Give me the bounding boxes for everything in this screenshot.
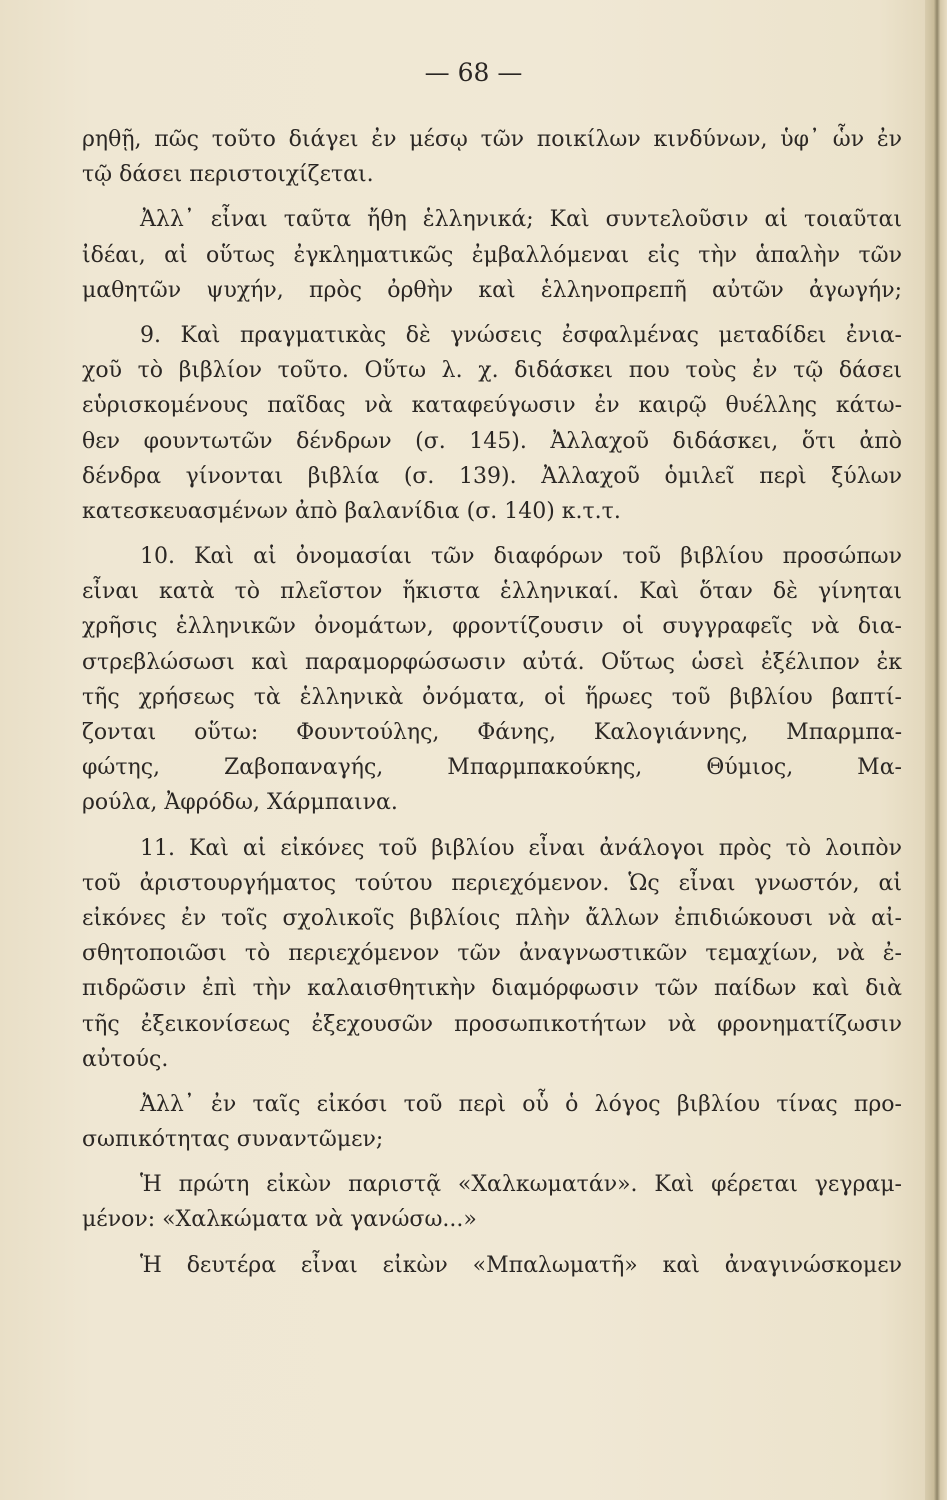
paragraph-gap bbox=[82, 529, 902, 539]
paragraph-gap bbox=[82, 192, 902, 202]
text-line: αὐτούς. bbox=[82, 1046, 169, 1072]
text-line: εἶναι κατὰ τὸ πλεῖστον ἥκιστα ἑλληνικαί. Καὶ ὅταν δὲ γίνηται bbox=[82, 579, 902, 605]
text-line: χοῦ τὸ βιβλίον τοῦτο. Οὕτω λ. χ. διδάσκει που τοὺς ἐν τῷ δάσει bbox=[82, 358, 902, 384]
text-line: μαθητῶν ψυχήν, πρὸς ὀρθὴν καὶ ἑλληνοπρεπῆ αὐτῶν ἀγωγήν; bbox=[82, 277, 902, 303]
text-line: Ἀλλ᾽ εἶναι ταῦτα ἤθη ἑλληνικά; Καὶ συντελοῦσιν αἱ τοιαῦται bbox=[140, 207, 902, 233]
text-line: 9. Καὶ πραγματικὰς δὲ γνώσεις ἐσφαλμένας μεταδίδει ἐνια- bbox=[140, 322, 902, 348]
text-line: ρούλα, Ἀφρόδω, Χάρμπαινα. bbox=[82, 790, 398, 816]
text-line: κατεσκευασμένων ἀπὸ βαλανίδια (σ. 140) κ.τ.τ. bbox=[82, 498, 621, 524]
page-edge bbox=[925, 0, 947, 1500]
text-line: ρηθῇ, πῶς τοῦτο διάγει ἐν μέσῳ τῶν ποικίλων κινδύνων, ὑφ᾽ ὧν ἐν bbox=[82, 127, 902, 152]
text-line: μένον: «Χαλκώματα νὰ γανώσω...» bbox=[82, 1207, 477, 1233]
text-line: εἰκόνες ἐν τοῖς σχολικοῖς βιβλίοις πλὴν ἄλλων ἐπιδιώκουσι νὰ αἰ- bbox=[82, 905, 902, 931]
paragraph-gap bbox=[82, 1238, 902, 1248]
text-line: σθητοποιῶσι τὸ περιεχόμενον τῶν ἀναγνωστικῶν τεμαχίων, νὰ ἐ- bbox=[82, 941, 902, 967]
text-line: σωπικότητας συναντῶμεν; bbox=[82, 1127, 384, 1153]
body-text bbox=[82, 122, 902, 1283]
text-line: τοῦ ἀριστουργήματος τούτου περιεχόμενον. Ὡς εἶναι γνωστόν, αἱ bbox=[82, 870, 902, 896]
text-line: δένδρα γίνονται βιβλία (σ. 139). Ἀλλαχοῦ ὁμιλεῖ περὶ ξύλων bbox=[82, 463, 902, 489]
text-line: φώτης, Ζαβοπαναγής, Μπαρμπακούκης, Θύμιος, Μα- bbox=[82, 755, 902, 781]
text-line: τῷ δάσει περιστοιχίζεται. bbox=[82, 162, 374, 188]
text-line: θεν φουντωτῶν δένδρων (σ. 145). Ἀλλαχοῦ διδάσκει, ὅτι ἀπὸ bbox=[82, 428, 902, 454]
text-line: εὑρισκομένους παῖδας νὰ καταφεύγωσιν ἐν καιρῷ θυέλλης κάτω- bbox=[82, 393, 902, 419]
text-line: χρῆσις ἑλληνικῶν ὀνομάτων, φροντίζουσιν οἱ συγγραφεῖς νὰ δια- bbox=[82, 614, 902, 640]
text-line: τῆς χρήσεως τὰ ἑλληνικὰ ὀνόματα, οἱ ἥρωες τοῦ βιβλίου βαπτί- bbox=[82, 684, 902, 710]
text-line: 11. Καὶ αἱ εἰκόνες τοῦ βιβλίου εἶναι ἀνάλογοι πρὸς τὸ λοιπὸν bbox=[140, 835, 902, 861]
text-line: ἰδέαι, αἱ οὕτως ἐγκληματικῶς ἐμβαλλόμεναι εἰς τὴν ἁπαλὴν τῶν bbox=[82, 242, 902, 268]
text-line: Ἀλλ᾽ ἐν ταῖς εἰκόσι τοῦ περὶ οὗ ὁ λόγος βιβλίου τίνας προ- bbox=[140, 1091, 902, 1117]
text-line: Ἡ δευτέρα εἶναι εἰκὼν «Μπαλωματῆ» καὶ ἀναγινώσκομεν bbox=[140, 1252, 902, 1278]
text-line: στρεβλώσωσι καὶ παραμορφώσωσιν αὐτά. Οὕτως ὡσεὶ ἐξέλιπον ἐκ bbox=[82, 649, 902, 675]
page-number: — 68 — bbox=[424, 58, 523, 87]
text-line: πιδρῶσιν ἐπὶ τὴν καλαισθητικὴν διαμόρφωσιν τῶν παίδων καὶ διὰ bbox=[82, 976, 902, 1002]
text-line: Ἡ πρώτη εἰκὼν παριστᾷ «Χαλκωματάν». Καὶ φέρεται γεγραμ- bbox=[140, 1172, 902, 1198]
paragraph-gap bbox=[82, 1077, 902, 1087]
paragraph-gap bbox=[82, 821, 902, 831]
text-line: 10. Καὶ αἱ ὀνομασίαι τῶν διαφόρων τοῦ βιβλίου προσώπων bbox=[140, 544, 902, 570]
text-line: ζονται οὕτω: Φουντούλης, Φάνης, Καλογιάννης, Μπαρμπα- bbox=[82, 720, 902, 745]
paragraph-gap bbox=[82, 308, 902, 318]
text-line: τῆς ἐξεικονίσεως ἐξεχουσῶν προσωπικοτήτων νὰ φρονηματίζωσιν bbox=[82, 1011, 902, 1037]
paragraph-gap bbox=[82, 1157, 902, 1167]
